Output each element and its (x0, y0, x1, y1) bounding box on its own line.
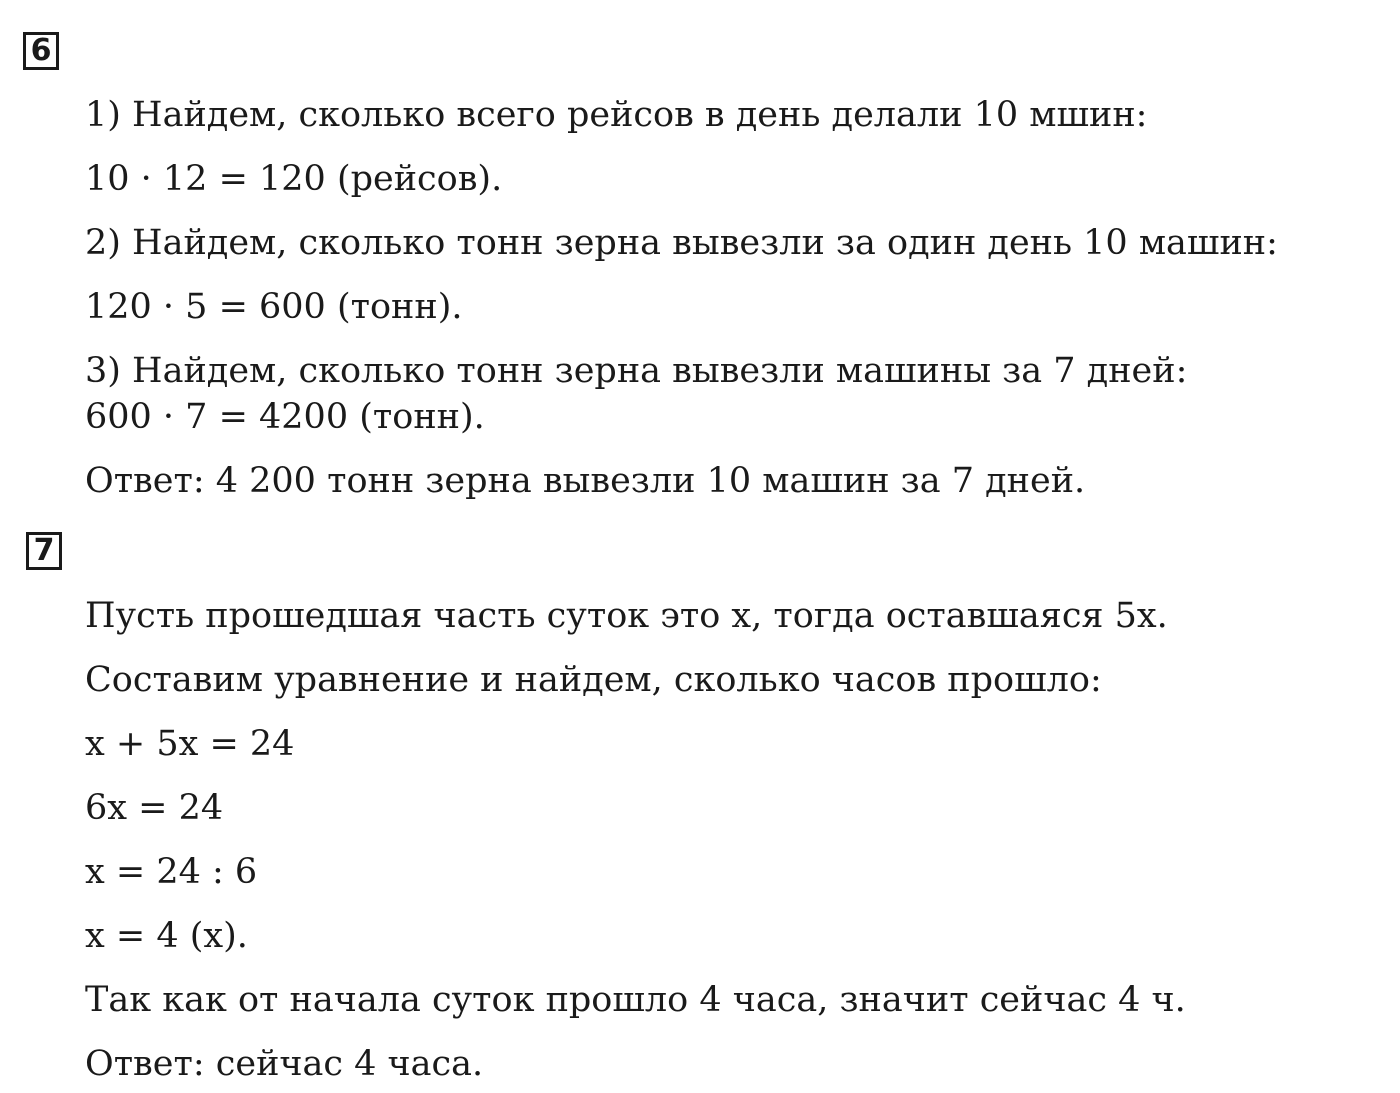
task7-conclusion: Так как от начала суток прошло 4 часа, значит сейчас 4 ч. (85, 980, 1186, 1020)
task6-answer: Ответ: 4 200 тонн зерна вывезли 10 машин за 7 дней. (85, 461, 1086, 501)
task-number-6: 6 (23, 32, 59, 70)
task6-step2: 2) Найдем, сколько тонн зерна вывезли за один день 10 машин: (85, 223, 1278, 263)
task7-equation1: x + 5x = 24 (85, 724, 295, 764)
task7-setup: Составим уравнение и найдем, сколько часов прошло: (85, 660, 1102, 700)
task7-answer: Ответ: сейчас 4 часа. (85, 1044, 484, 1084)
task6-calc2: 120 · 5 = 600 (тонн). (85, 287, 463, 327)
task-number-7: 7 (26, 532, 62, 570)
task6-calc1: 10 · 12 = 120 (рейсов). (85, 159, 503, 199)
task6-step3: 3) Найдем, сколько тонн зерна вывезли машины за 7 дней: (85, 351, 1188, 391)
task7-equation3: x = 24 : 6 (85, 852, 258, 892)
task7-premise: Пусть прошедшая часть суток это x, тогда оставшаяся 5x. (85, 596, 1168, 636)
task6-calc3: 600 · 7 = 4200 (тонн). (85, 397, 485, 437)
task7-equation4: x = 4 (x). (85, 916, 248, 956)
task6-step1: 1) Найдем, сколько всего рейсов в день делали 10 мшин: (85, 95, 1148, 135)
task7-equation2: 6x = 24 (85, 788, 224, 828)
